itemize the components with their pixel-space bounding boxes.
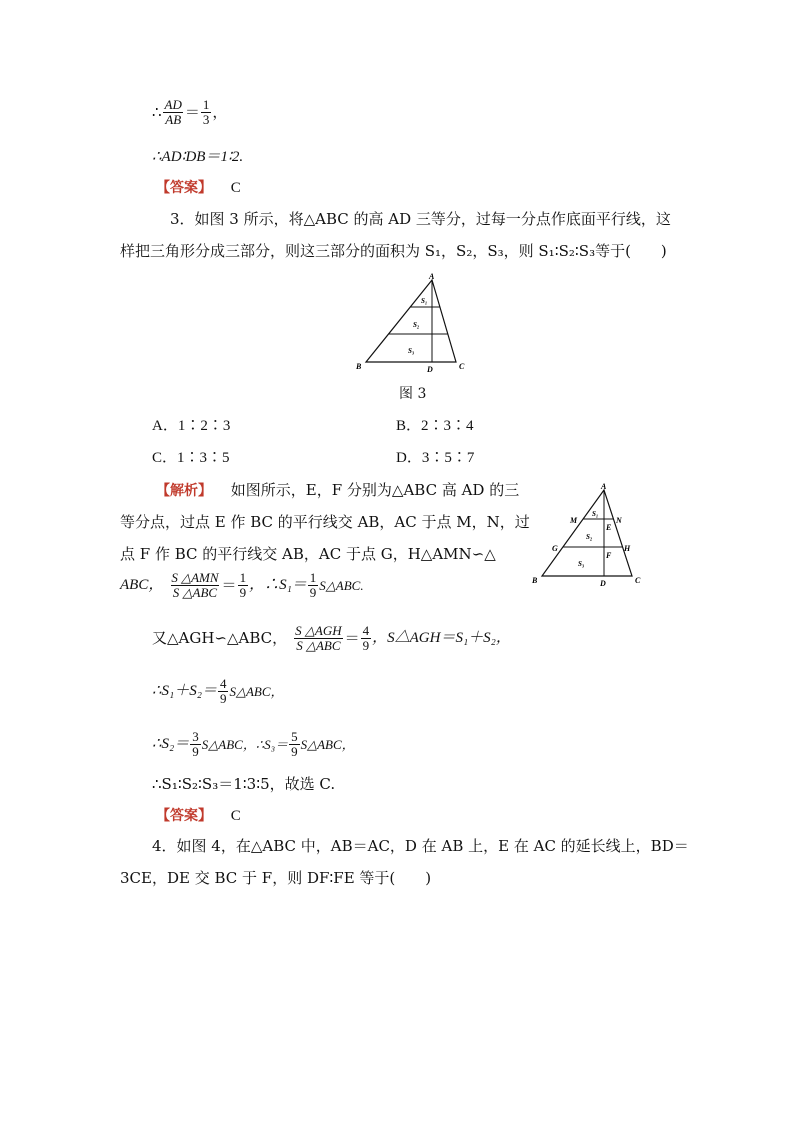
fraction-numerator: 1: [202, 97, 210, 112]
analysis-text: 如图所示，E，F 分别为△ABC 高 AD 的三: [230, 481, 520, 499]
answer-row-2: [156, 808, 241, 824]
text-segment: ∴S₂＝: [152, 735, 190, 752]
option-c: C．1∶3∶5: [152, 450, 230, 466]
analysis-figure-triangle: [528, 480, 648, 588]
fraction-denominator: 9: [309, 584, 317, 600]
fraction-denominator: 9: [291, 743, 298, 759]
vertex-label-a: A: [429, 272, 435, 281]
fraction-denominator: AB: [165, 111, 182, 127]
fraction-numerator: 4: [219, 676, 227, 691]
fraction-value: [190, 730, 201, 758]
text-segment: ，∴S₁＝: [249, 576, 307, 593]
fraction-denominator: 9: [362, 637, 370, 653]
equals-sign: ＝: [221, 575, 237, 594]
analysis-line-3: 点 F 作 BC 的平行线交 AB，AC 于点 G，H△AMN∽△: [120, 545, 496, 563]
fraction-denominator: 9: [239, 584, 247, 600]
vertex-label-c: C: [459, 362, 465, 371]
fraction-numerator: 4: [362, 623, 370, 638]
region-label-s2: S₂: [413, 321, 420, 329]
question-3-line-2: 样把三角形分成三部分，则这三部分的面积为 S₁，S₂，S₃，则 S₁∶S₂∶S₃等于( ): [120, 242, 667, 260]
region-label-s3: S₃: [578, 560, 585, 568]
fraction-value: [361, 624, 372, 652]
point-label-e: E: [606, 523, 612, 532]
equals-sign: ＝: [344, 628, 360, 647]
fraction-numerator: 3: [192, 729, 199, 744]
question-3-line-1: 3．如图 3 所示，将△ABC 的高 AD 三等分，过每一分点作底面平行线，这: [170, 210, 671, 228]
answer-tag: 【答案】: [156, 808, 212, 824]
fraction-numerator: S △AGH: [295, 623, 342, 638]
option-b: B．2∶3∶4: [396, 418, 474, 434]
vertex-label-a: A: [601, 482, 607, 491]
fraction-ad-ab: [163, 98, 184, 126]
analysis-line-2: 等分点，过点 E 作 BC 的平行线交 AB，AC 于点 M，N，过: [120, 513, 530, 531]
text-segment: ∴S₁＋S₂＝: [152, 682, 217, 699]
region-label-s1: S₁: [421, 297, 428, 305]
region-label-s2: S₂: [586, 533, 593, 541]
answer-row-1: [156, 180, 241, 196]
question-4-line-1: 4．如图 4，在△ABC 中，AB＝AC，D 在 AB 上，E 在 AC 的延长线上，BD＝: [152, 837, 689, 855]
region-label-s1: S₁: [592, 510, 599, 518]
text-segment: 又△AGH∽△ABC，: [152, 628, 288, 647]
analysis-line-1: [156, 483, 519, 498]
figure-3-triangle: [352, 270, 472, 376]
analysis-line-7: [152, 730, 355, 758]
analysis-line-5: [152, 624, 511, 652]
analysis-line-4: [120, 571, 364, 599]
vertex-label-b: B: [532, 576, 538, 585]
vertex-label-d: D: [600, 579, 606, 588]
comma: ，: [212, 102, 228, 121]
fraction-denominator: S △ABC: [296, 637, 341, 653]
figure-3-caption: 图 3: [399, 386, 427, 402]
region-label-s3: S₃: [408, 347, 415, 355]
point-label-h: H: [624, 544, 631, 553]
text-segment: ，S△AGH＝S₁＋S₂，: [372, 629, 511, 646]
fraction-one-third: [201, 98, 212, 126]
text-segment: S△ABC，: [300, 736, 355, 752]
answer-value: C: [230, 808, 241, 824]
question-4-line-2: 3CE，DE 交 BC 于 F，则 DF∶FE 等于( ): [120, 869, 432, 887]
vertex-label-b: B: [356, 362, 362, 371]
text-segment: ABC，: [120, 576, 164, 593]
vertex-label-c: C: [635, 576, 641, 585]
ratio-conclusion: ∴AD∶DB＝1∶2.: [152, 149, 244, 165]
answer-tag: 【答案】: [156, 180, 212, 196]
fraction-numerator: 1: [309, 570, 317, 585]
fraction-value: [289, 730, 300, 758]
fraction-denominator: 9: [192, 743, 199, 759]
text-segment: S△ABC，: [229, 683, 284, 699]
point-label-n: N: [616, 516, 622, 525]
text-segment: S△ABC.: [319, 577, 364, 593]
fraction-value: [308, 571, 319, 599]
option-d: D．3∶5∶7: [396, 450, 475, 466]
point-label-f: F: [606, 551, 612, 560]
fraction-denominator: 3: [202, 111, 210, 127]
fraction-denominator: S △ABC: [172, 584, 218, 600]
therefore-symbol: ∴: [152, 102, 162, 121]
fraction-value: [238, 571, 249, 599]
area-ratio-fraction: [293, 624, 343, 652]
fraction-numerator: S △AMN: [171, 570, 219, 585]
analysis-line-6: [152, 677, 284, 705]
ratio-line: [152, 98, 227, 126]
fraction-numerator: AD: [164, 97, 182, 112]
vertex-label-d: D: [427, 365, 433, 374]
point-label-m: M: [570, 516, 578, 525]
text-segment: S△ABC，∴S₃＝: [201, 736, 289, 752]
area-ratio-fraction: [169, 571, 220, 599]
fraction-denominator: 9: [219, 690, 227, 706]
analysis-tag: 【解析】: [156, 483, 212, 499]
analysis-line-8: ∴S₁∶S₂∶S₃＝1∶3∶5，故选 C.: [152, 775, 336, 793]
fraction-value: [218, 677, 229, 705]
option-a: A．1∶2∶3: [152, 418, 231, 434]
equals-sign: ＝: [184, 102, 200, 121]
point-label-g: G: [552, 544, 558, 553]
fraction-numerator: 5: [291, 729, 298, 744]
answer-value: C: [230, 180, 241, 196]
fraction-numerator: 1: [239, 570, 247, 585]
